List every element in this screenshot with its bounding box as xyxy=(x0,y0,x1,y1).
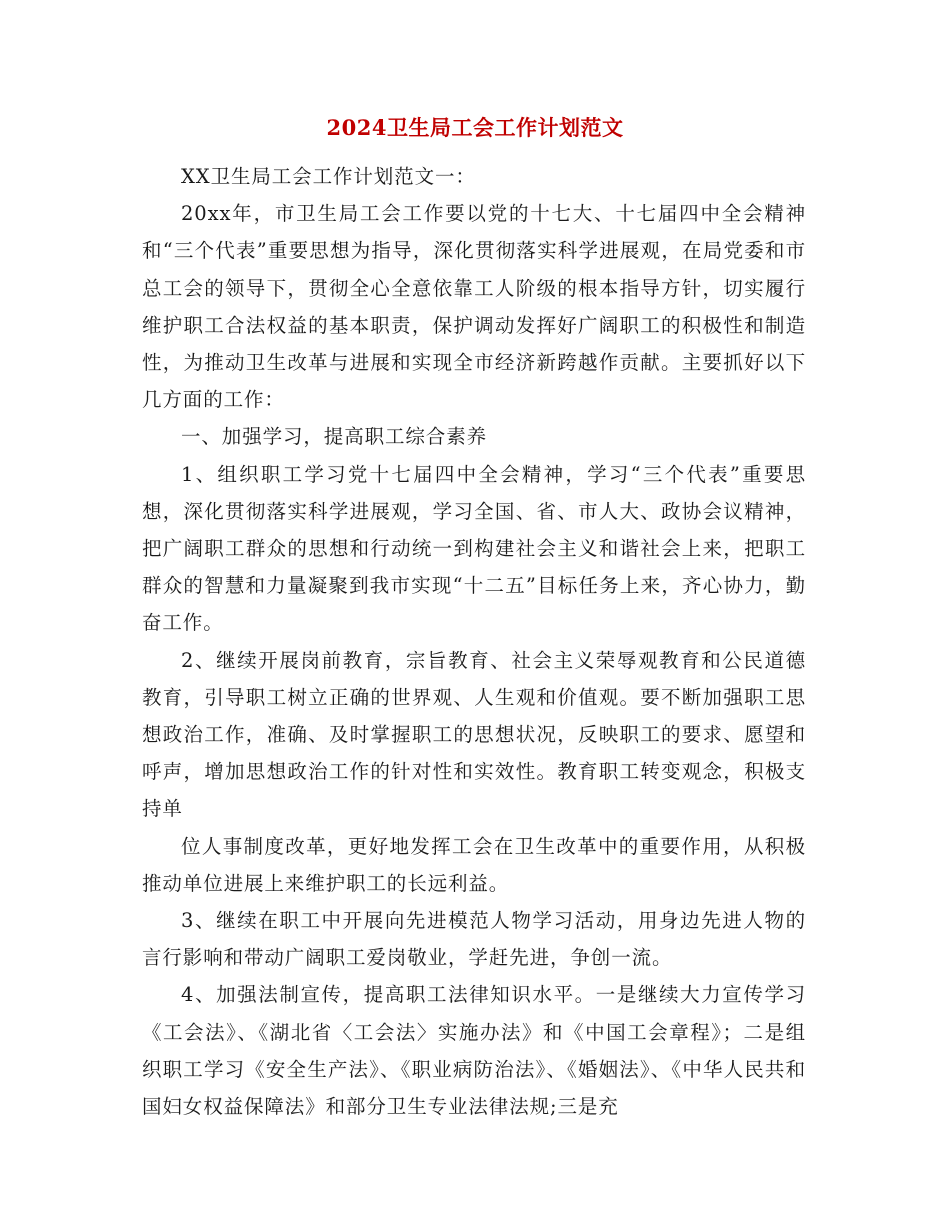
paragraph: 3、继续在职工中开展向先进模范人物学习活动，用身边先进人物的言行影响和带动广阔职工爱岗敬业，学赶先进，争创一流。 xyxy=(142,909,806,970)
paragraph: XX卫生局工会工作计划范文一： xyxy=(181,165,476,188)
paragraph: 1、组织职工学习党十七届四中全会精神，学习“三个代表”重要思想，深化贯彻落实科学进展观，学习全国、省、市人大、政协会议精神，把广阔职工群众的思想和行动统一到构建社会主义和谐社会上来，把职工群众的智慧和力量凝聚到我市实现“十二五”目标任务上来，齐心协力，勤奋工作。 xyxy=(142,462,806,635)
document-title: 2024卫生局工会工作计划范文 xyxy=(326,115,624,140)
paragraph: 2、继续开展岗前教育，宗旨教育、社会主义荣辱观教育和公民道德教育，引导职工树立正确的世界观、人生观和价值观。要不断加强职工思想政治工作，准确、及时掌握职工的思想状况，反映职工的要求、愿望和呼声，增加思想政治工作的针对性和实效性。教育职工转变观念，积极支持单 xyxy=(142,648,806,821)
document-body xyxy=(142,158,806,1125)
paragraph: 20xx年，市卫生局工会工作要以党的十七大、十七届四中全会精神和“三个代表”重要思想为指导，深化贯彻落实科学进展观，在局党委和市总工会的领导下，贯彻全心全意依靠工人阶级的根本指导方针，切实履行维护职工合法权益的基本职责，保护调动发挥好广阔职工的积极性和制造性，为推动卫生改革与进展和实现全市经济新跨越作贡献。主要抓好以下几方面的工作： xyxy=(142,202,806,412)
paragraph: 4、加强法制宣传，提高职工法律知识水平。一是继续大力宣传学习《工会法》、《湖北省〈工会法〉实施办法》和《中国工会章程》；二是组织职工学习《安全生产法》、《职业病防治法》、《婚姻法》、《中华人民共和国妇女权益保障法》和部分卫生专业法律法规;三是充 xyxy=(142,983,806,1119)
section-heading: 一、加强学习，提高职工综合素养 xyxy=(181,425,488,449)
paragraph: 位人事制度改革，更好地发挥工会在卫生改革中的重要作用，从积极推动单位进展上来维护职工的长远利益。 xyxy=(142,834,806,895)
